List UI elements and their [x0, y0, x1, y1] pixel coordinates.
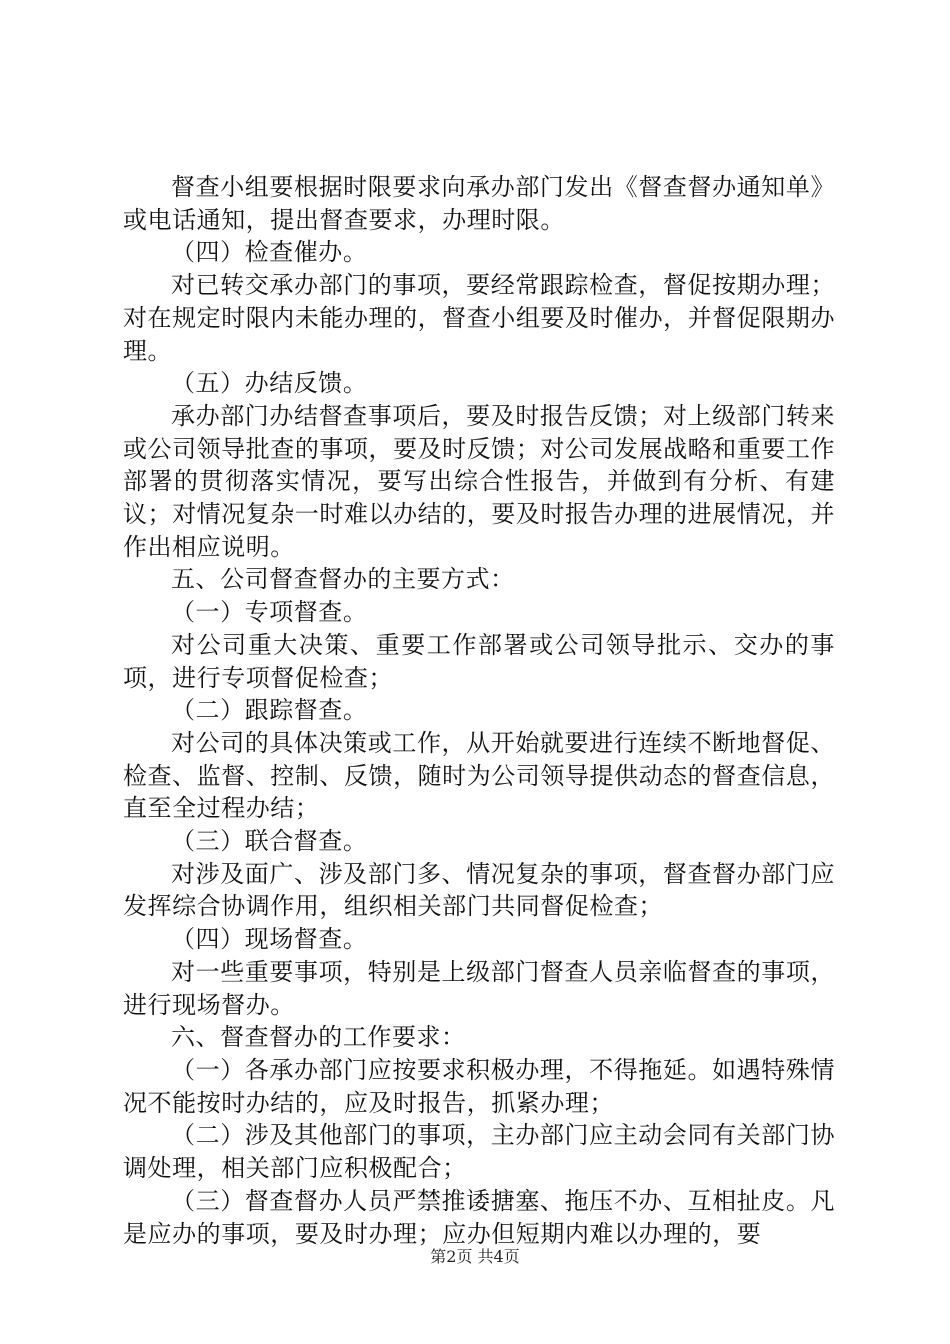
paragraph: 承办部门办结督查事项后，要及时报告反馈；对上级部门转来或公司领导批查的事项，要及时反馈；对公司发展战略和重要工作部署的贯彻落实情况，要写出综合性报告，并做到有分析、有建议；对情况复杂一时难以办结的，要及时报告办理的进展情况，并作出相应说明。	[123, 401, 835, 561]
list-item: （一）各承办部门应按要求积极办理，不得拖延。如遇特殊情况不能按时办结的，应及时报告，抓紧办理；	[123, 1055, 835, 1117]
paragraph: 对一些重要事项，特别是上级部门督查人员亲临督查的事项，进行现场督办。	[123, 957, 835, 1019]
list-item: （二）涉及其他部门的事项，主办部门应主动会同有关部门协调处理，相关部门应积极配合；	[123, 1121, 835, 1183]
paragraph: 对公司的具体决策或工作，从开始就要进行连续不断地督促、检查、监督、控制、反馈，随时为公司领导提供动态的督查信息，直至全过程办结；	[123, 728, 835, 823]
section-heading: （四）检查催办。	[171, 238, 368, 267]
section-heading: （四）现场督查。	[171, 925, 368, 954]
paragraph: 督查小组要根据时限要求向承办部门发出《督查督办通知单》或电话通知，提出督查要求，办理时限。	[123, 173, 835, 234]
chapter-heading: 五、公司督查督办的主要方式：	[171, 565, 515, 594]
page-number-footer: 第2页 共4页	[430, 1247, 520, 1266]
document-body	[123, 171, 835, 1250]
paragraph: 对涉及面广、涉及部门多、情况复杂的事项，督查督办部门应发挥综合协调作用，组织相关部门共同督促检查；	[123, 859, 835, 921]
paragraph: 对已转交承办部门的事项，要经常跟踪检查，督促按期办理；对在规定时限内未能办理的，督查小组要及时催办，并督促限期办理。	[123, 271, 835, 365]
section-heading: （二）跟踪督查。	[171, 696, 368, 725]
section-heading: （三）联合督查。	[171, 827, 368, 856]
section-heading: （一）专项督查。	[171, 598, 368, 627]
section-heading: （五）办结反馈。	[171, 369, 368, 398]
paragraph: 对公司重大决策、重要工作部署或公司领导批示、交办的事项，进行专项督促检查；	[123, 630, 835, 692]
chapter-heading: 六、督查督办的工作要求：	[171, 1023, 466, 1052]
list-item: （三）督查督办人员严禁推诿搪塞、拖压不办、互相扯皮。凡是应办的事项，要及时办理；应办但短期内难以办理的，要	[123, 1186, 835, 1248]
